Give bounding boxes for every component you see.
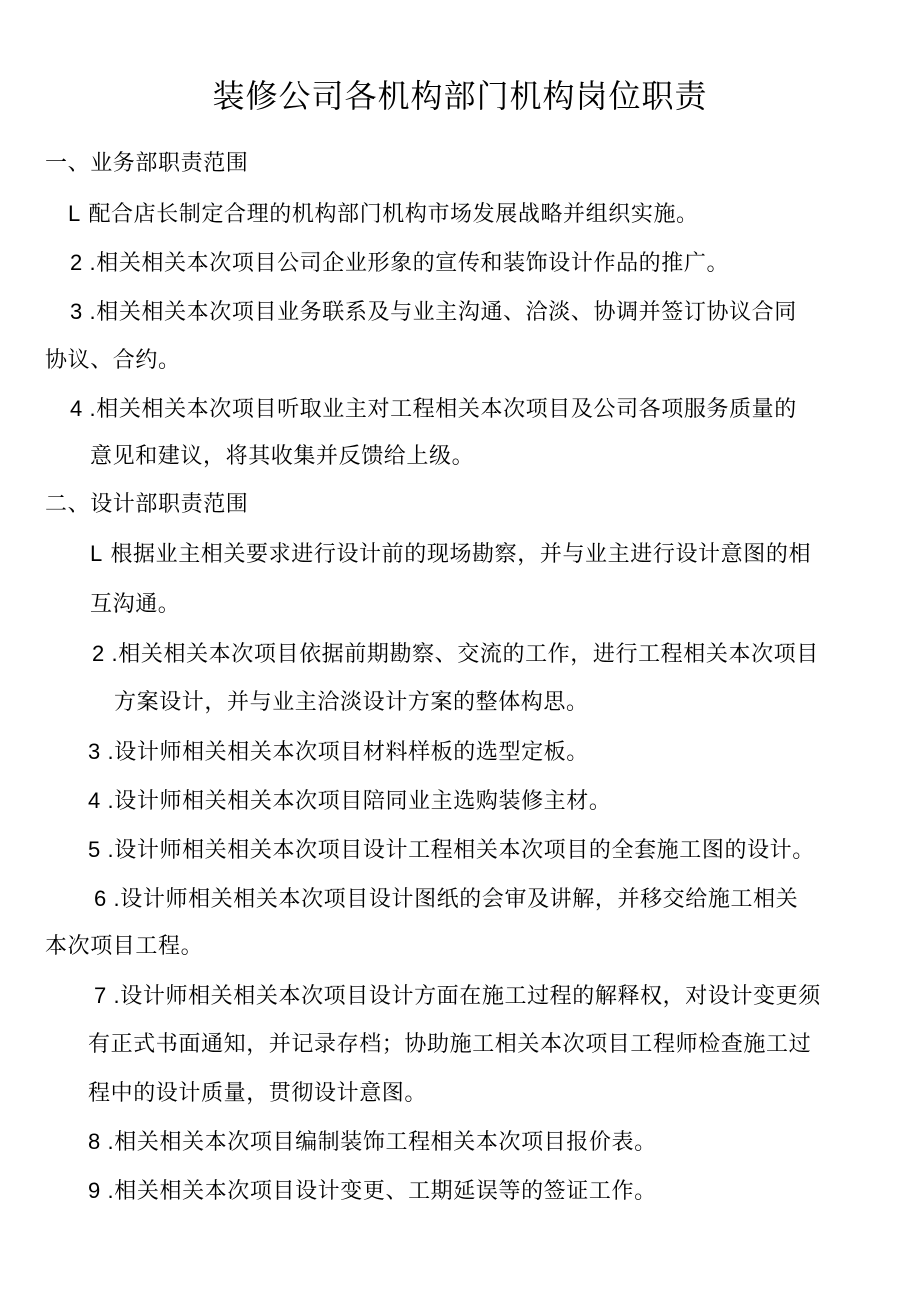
item-number: 5 . (88, 837, 115, 862)
section-heading-design: 二、设计部职责范围 (45, 492, 249, 517)
item-text: 相关相关本次项目依据前期勘察、交流的工作，进行工程相关本次项目 (118, 642, 819, 667)
list-item (88, 835, 815, 866)
item-text: 相关相关本次项目听取业主对工程相关本次项目及公司各项服务质量的 (96, 397, 797, 422)
item-text: 设计师相关相关本次项目材料样板的选型定板。 (114, 740, 589, 765)
item-text-continued: 方案设计，并与业主洽淡设计方案的整体构思。 (114, 690, 589, 715)
item-number: L (68, 201, 81, 226)
item-number: 4 . (70, 396, 97, 421)
item-text: 配合店长制定合理的机构部门机构市场发展战略并组织实施。 (88, 202, 699, 227)
list-item (88, 737, 589, 768)
item-number: 3 . (88, 739, 115, 764)
list-item (70, 297, 797, 328)
item-text: 相关相关本次项目设计变更、工期延误等的签证工作。 (114, 1179, 657, 1204)
item-number: 6 . (94, 886, 121, 911)
item-text-continued: 程中的设计质量，贯彻设计意图。 (88, 1081, 428, 1106)
list-item (92, 639, 819, 670)
list-item (94, 981, 821, 1012)
item-text: 设计师相关相关本次项目设计方面在施工过程的解释权，对设计变更须 (120, 984, 821, 1009)
list-item (70, 394, 797, 425)
item-text: 设计师相关相关本次项目设计图纸的会审及讲解，并移交给施工相关 (120, 887, 799, 912)
item-text: 设计师相关相关本次项目陪同业主选购装修主材。 (114, 789, 612, 814)
list-item (70, 248, 729, 279)
item-number: 8 . (88, 1129, 115, 1154)
item-text: 相关相关本次项目公司企业形象的宣传和装饰设计作品的推广。 (96, 251, 730, 276)
item-number: 3 . (70, 299, 97, 324)
list-item (94, 884, 798, 915)
item-text-continued: 协议、合约。 (45, 348, 181, 373)
list-item (88, 1127, 657, 1158)
item-text-continued: 意见和建议，将其收集并反馈给上级。 (90, 444, 475, 469)
item-number: L (90, 541, 103, 566)
item-text-continued: 本次项目工程。 (45, 934, 204, 959)
item-number: 4 . (88, 788, 115, 813)
item-number: 2 . (70, 250, 97, 275)
item-text: 相关相关本次项目编制装饰工程相关本次项目报价表。 (114, 1130, 657, 1155)
item-number: 9 . (88, 1178, 115, 1203)
item-text: 设计师相关相关本次项目设计工程相关本次项目的全套施工图的设计。 (114, 838, 815, 863)
item-text-continued: 互沟通。 (90, 592, 181, 617)
section-heading-business: 一、业务部职责范围 (45, 151, 249, 176)
list-item (88, 1176, 657, 1207)
list-item (68, 199, 699, 230)
item-text-continued: 有正式书面通知，并记录存档；协助施工相关本次项目工程师检查施工过 (88, 1032, 812, 1057)
document-title: 装修公司各机构部门机构岗位职责 (212, 77, 708, 115)
item-text: 相关相关本次项目业务联系及与业主沟通、洽淡、协调并签订协议合同 (96, 300, 797, 325)
item-number: 7 . (94, 983, 121, 1008)
item-number: 2 . (92, 641, 119, 666)
item-text: 根据业主相关要求进行设计前的现场勘察，并与业主进行设计意图的相 (110, 542, 812, 567)
list-item (88, 786, 611, 817)
list-item (90, 539, 811, 570)
